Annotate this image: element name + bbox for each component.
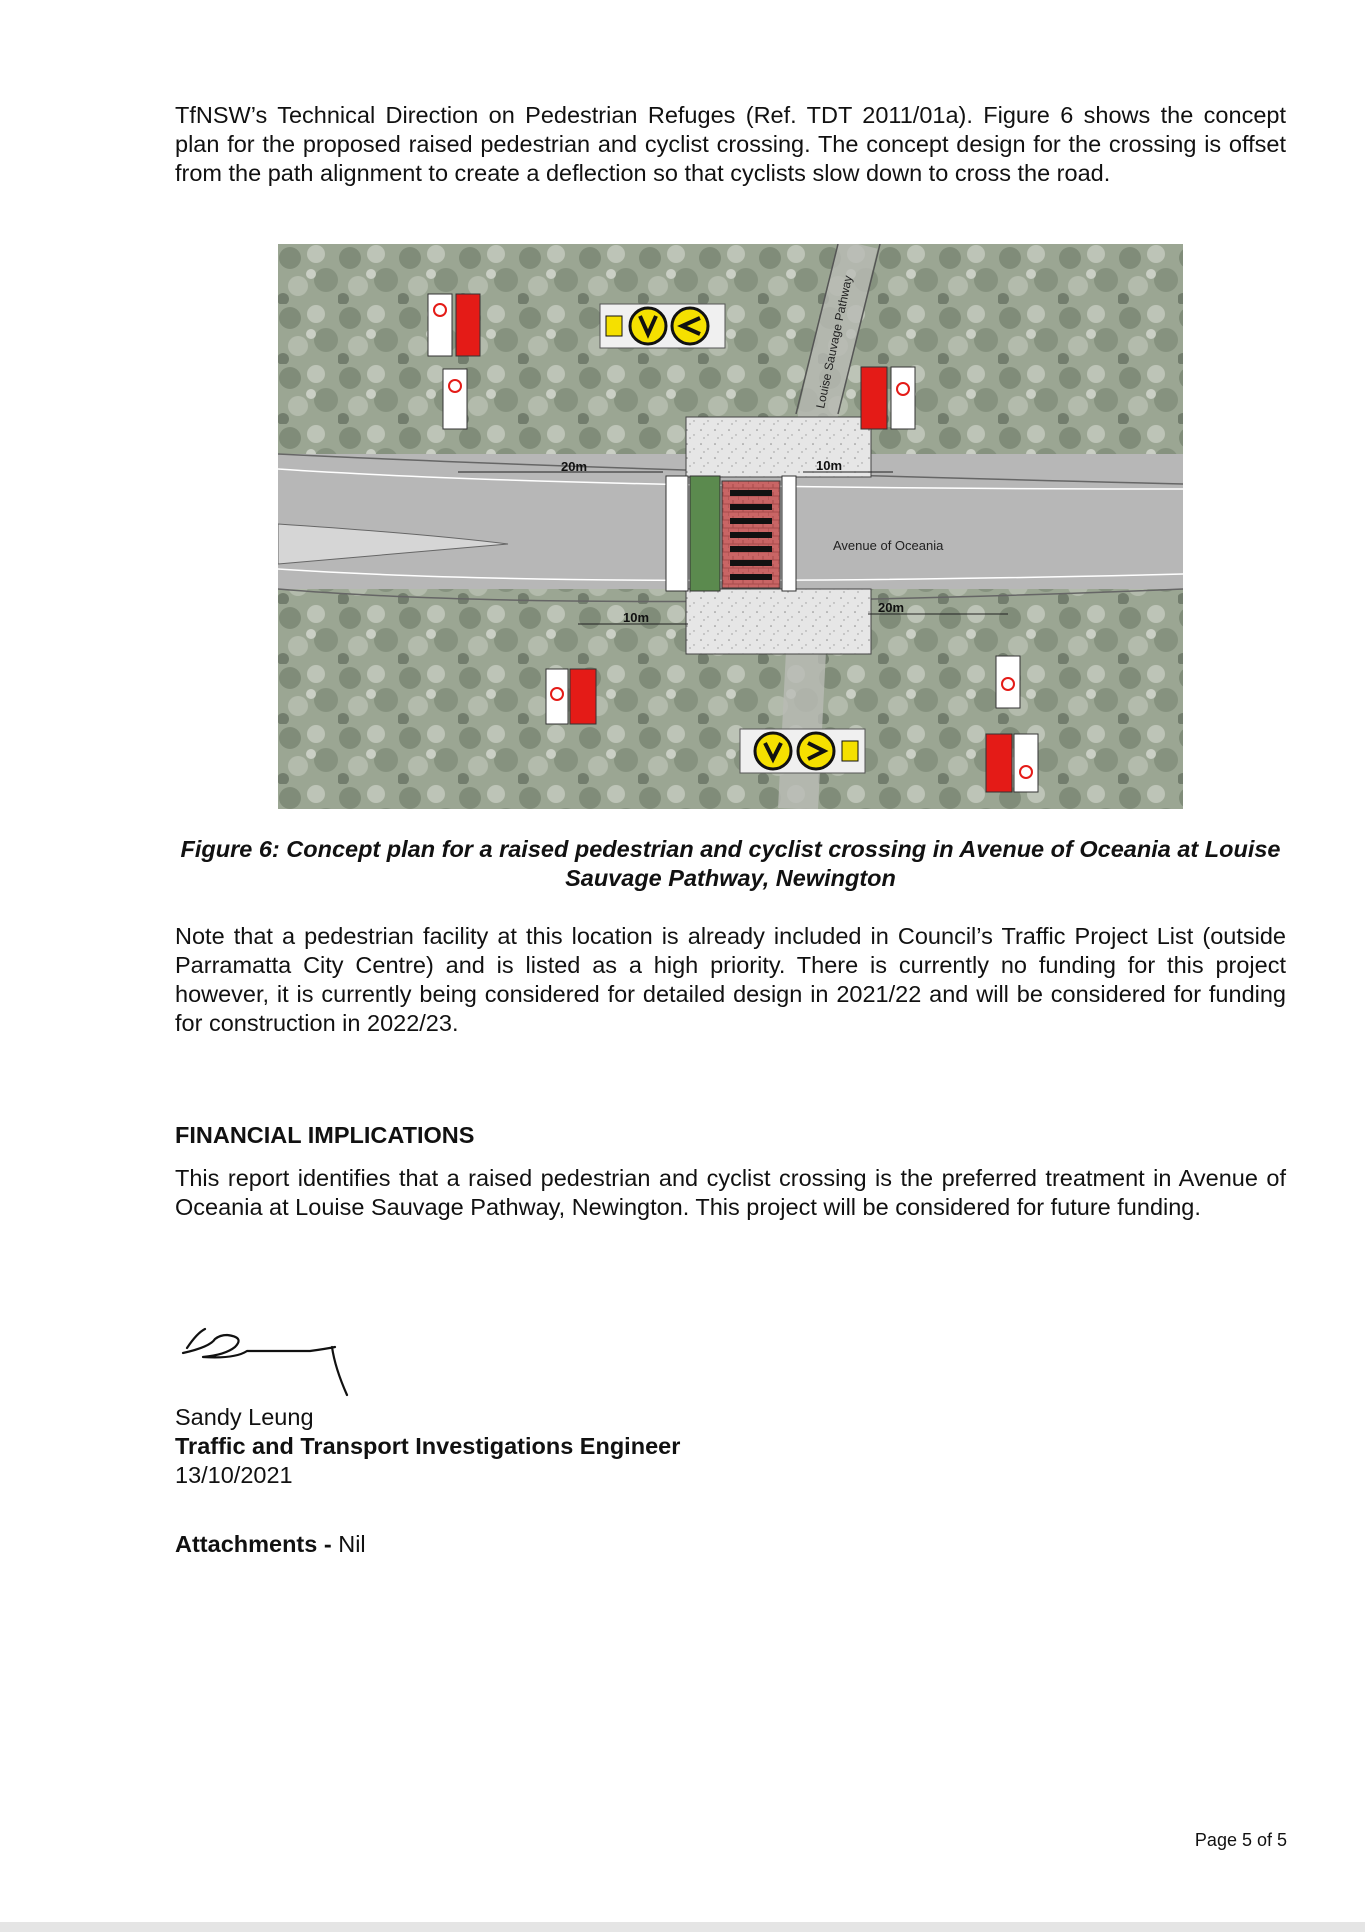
dimension-label: 10m <box>623 610 650 625</box>
signature-date: 13/10/2021 <box>175 1462 293 1488</box>
road-label: Avenue of Oceania <box>833 538 944 553</box>
note-paragraph: Note that a pedestrian facility at this location is already included in Council’s Traffic Project List (outside Parramatta City Centre) and is listed as a high priority. There is currently no funding for this project however, it is currently being considered for detailed design in 2021/22 and will be considered for funding for construction in 2022/23. <box>175 923 1286 1036</box>
chevron-sign-icon <box>740 729 865 773</box>
concept-plan-image <box>278 244 1183 809</box>
page-bottom-edge <box>0 1922 1365 1932</box>
dimension-label: 20m <box>878 600 905 615</box>
signer-title: Traffic and Transport Investigations Engineer <box>175 1433 681 1459</box>
dimension-label: 20m <box>561 459 588 474</box>
financial-implications-heading: FINANCIAL IMPLICATIONS <box>175 1122 475 1148</box>
attachments-line <box>175 1531 366 1558</box>
signature-image <box>175 1313 375 1403</box>
chevron-sign-icon <box>600 304 725 348</box>
dimension-label: 10m <box>816 458 843 473</box>
financial-paragraph: This report identifies that a raised pedestrian and cyclist crossing is the preferred treatment in Avenue of Oceania at Louise Sauvage Pathway, Newington. This project will be considered for future funding. <box>175 1165 1286 1220</box>
attachments-value: Nil <box>331 1531 366 1557</box>
concept-plan-figure <box>278 244 1183 809</box>
intro-paragraph: TfNSW’s Technical Direction on Pedestrian Refuges (Ref. TDT 2011/01a). Figure 6 shows the concept plan for the proposed raised pedestrian and cyclist crossing. The concept design for the crossing is offset from the path alignment to create a deflection so that cyclists slow down to cross the road. <box>175 102 1286 186</box>
parking-sign-icon <box>546 669 596 724</box>
attachments-label: Attachments - <box>175 1531 332 1557</box>
signer-name: Sandy Leung <box>175 1404 314 1430</box>
page-number: Page 5 of 5 <box>1194 1830 1287 1850</box>
pathway-label: Louise Sauvage Pathway <box>813 274 856 410</box>
figure-caption: Figure 6: Concept plan for a raised pedestrian and cyclist crossing in Avenue of Oceania at Louise Sauvage Pathway, Newington <box>180 836 1281 891</box>
